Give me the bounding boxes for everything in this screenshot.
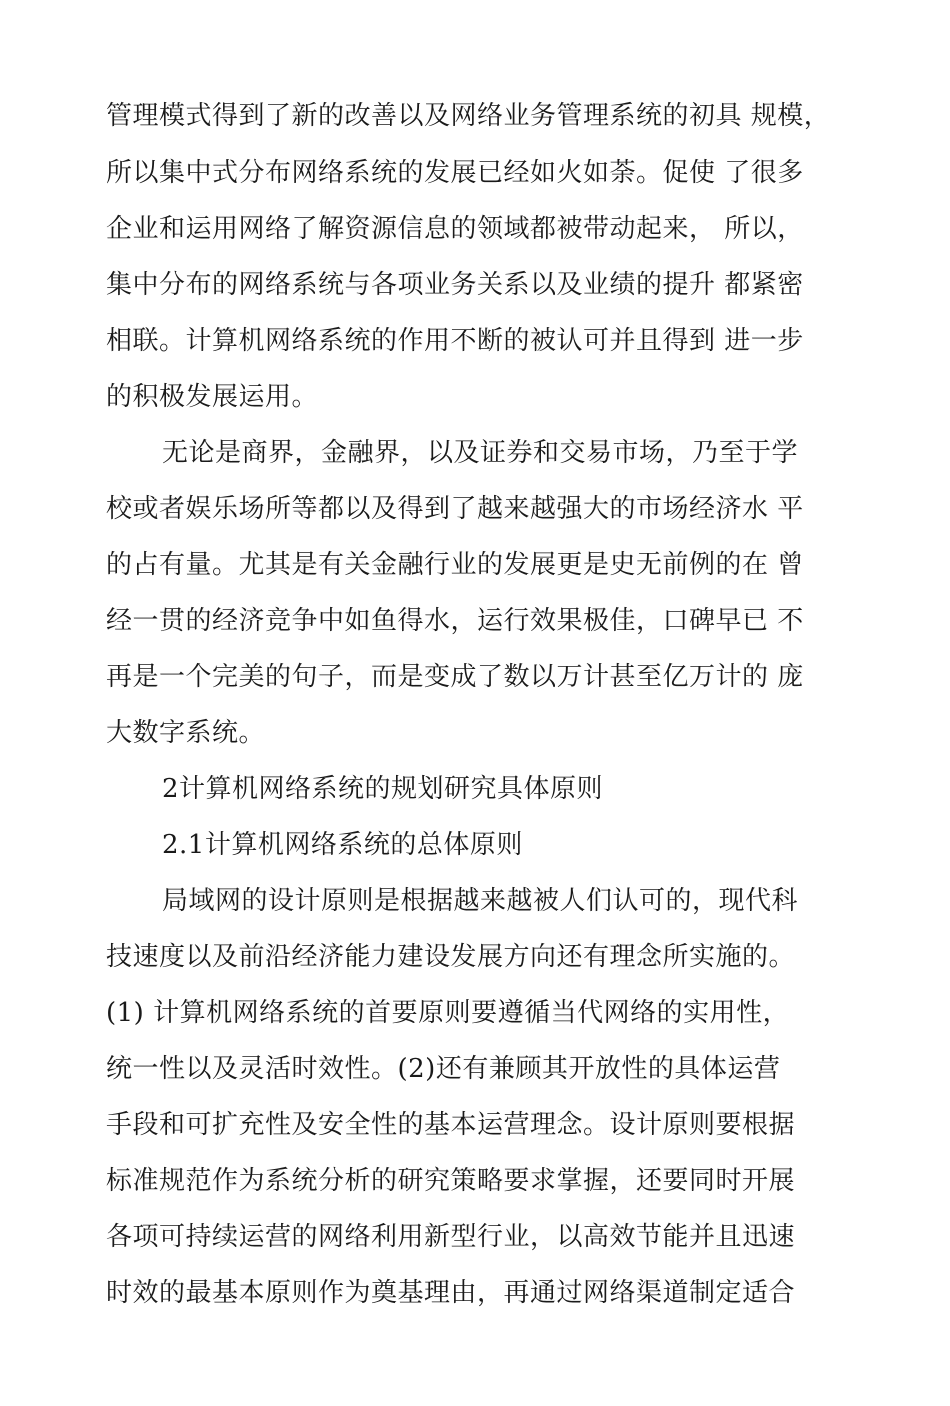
text-line: 各项可持续运营的网络利用新型行业，以高效节能并且迅速 bbox=[106, 1222, 796, 1252]
text-line: 时效的最基本原则作为奠基理由，再通过网络渠道制定适合 bbox=[106, 1278, 796, 1308]
text-line: 集中分布的网络系统与各项业务关系以及业绩的提升 都紧密 bbox=[106, 270, 804, 300]
text-line: 技速度以及前沿经济能力建设发展方向还有理念所实施的。 bbox=[106, 942, 796, 972]
text-line: 所以集中式分布网络系统的发展已经如火如荼。促使 了很多 bbox=[106, 158, 804, 188]
subsection-heading: 2.1计算机网络系统的总体原则 bbox=[162, 830, 523, 860]
text-line: 相联。计算机网络系统的作用不断的被认可并且得到 进一步 bbox=[106, 326, 804, 356]
text-line: 手段和可扩充性及安全性的基本运营理念。设计原则要根据 bbox=[106, 1110, 796, 1140]
text-line: 的积极发展运用。 bbox=[106, 382, 319, 412]
text-line: 企业和运用网络了解资源信息的领域都被带动起来， 所以， bbox=[106, 214, 804, 244]
paragraph-first-line: 局域网的设计原则是根据越来越被人们认可的，现代科 bbox=[162, 886, 799, 916]
text-line: 大数字系统。 bbox=[106, 718, 266, 748]
text-line: 管理模式得到了新的改善以及网络业务管理系统的初具 规模， bbox=[106, 101, 831, 131]
text-line: 经一贯的经济竞争中如鱼得水，运行效果极佳，口碑早已 不 bbox=[106, 606, 804, 636]
paragraph-first-line: 无论是商界，金融界，以及证券和交易市场，乃至于学 bbox=[162, 438, 799, 468]
section-heading: 2计算机网络系统的规划研究具体原则 bbox=[162, 774, 604, 804]
text-line: 标准规范作为系统分析的研究策略要求掌握，还要同时开展 bbox=[106, 1166, 796, 1196]
text-line: (1) 计算机网络系统的首要原则要遵循当代网络的实用性， bbox=[106, 998, 790, 1028]
text-line: 校或者娱乐场所等都以及得到了越来越强大的市场经济水 平 bbox=[106, 494, 804, 524]
text-line: 统一性以及灵活时效性。(2)还有兼顾其开放性的具体运营 bbox=[106, 1054, 781, 1084]
text-line: 再是一个完美的句子，而是变成了数以万计甚至亿万计的 庞 bbox=[106, 662, 804, 692]
text-line: 的占有量。尤其是有关金融行业的发展更是史无前例的在 曾 bbox=[106, 550, 804, 580]
